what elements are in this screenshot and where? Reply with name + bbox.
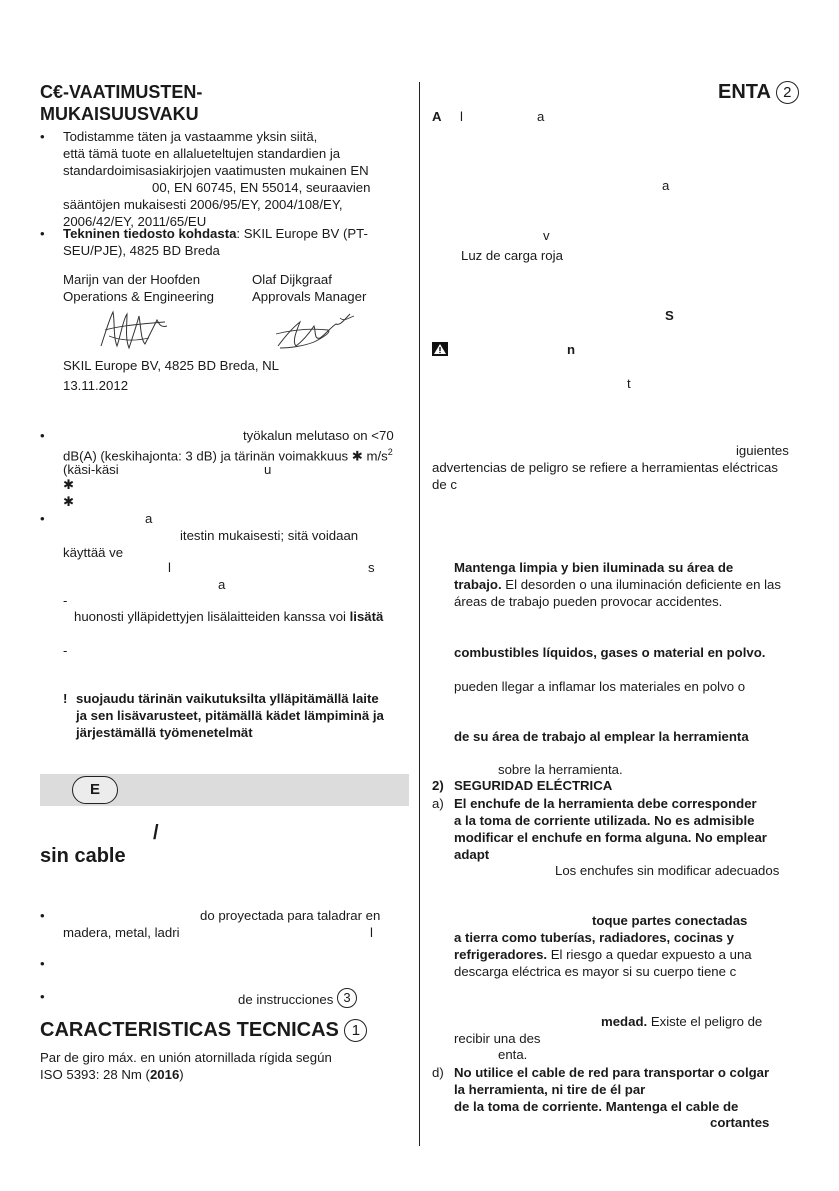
- uso-fragment: l: [370, 925, 373, 940]
- tech-file-line2: SEU/PJE), 4825 BD Breda: [63, 243, 220, 258]
- warning-icon: [432, 342, 448, 356]
- vib-fragment: s: [368, 560, 375, 575]
- vib-advice-line: järjestämällä työmenetelmät: [76, 725, 253, 740]
- vib-fragment: a: [145, 511, 153, 526]
- right-fragment: S: [665, 308, 674, 323]
- electrical-text: Existe el peligro de: [647, 1014, 763, 1029]
- signatory-role-2: Approvals Manager: [252, 289, 367, 304]
- specs-text: ISO 5393: 28 Nm (: [40, 1067, 150, 1082]
- electrical-line: toque partes conectadas: [592, 913, 748, 928]
- right-heading-text: ENTA: [718, 81, 771, 103]
- title-slash: /: [153, 822, 159, 844]
- area-line: pueden llegar a inflamar los materiales en polvo o: [454, 679, 746, 694]
- ce-mark: C€: [40, 82, 64, 102]
- vib-bold: lisätä: [349, 609, 384, 624]
- bullet: •: [40, 511, 45, 526]
- declaration-line: Todistamme täten ja vastaamme yksin siitä,: [63, 129, 318, 144]
- right-heading: [718, 81, 799, 104]
- model-number: 2016: [149, 1067, 180, 1082]
- electrical-line: a tierra como tuberías, radiadores, cocinas y: [454, 930, 734, 945]
- right-fragment: l: [460, 109, 463, 124]
- vib-line: [74, 608, 383, 625]
- right-fragment: n: [567, 342, 576, 357]
- area-line: combustibles líquidos, gases o material en polvo.: [454, 645, 766, 660]
- specs-line: Par de giro máx. en unión atornillada rígida según: [40, 1050, 332, 1065]
- electrical-line: El enchufe de la herramienta debe corresponder: [454, 796, 757, 811]
- electrical-line: [454, 1098, 738, 1115]
- ce-heading-text1: -VAATIMUSTEN-: [63, 82, 203, 102]
- right-fragment: a: [662, 178, 670, 193]
- bullet: •: [40, 428, 45, 443]
- declaration-line: sääntöjen mukaisesti 2006/95/EY, 2004/108/EY,: [63, 197, 343, 212]
- right-fragment: iguientes: [736, 443, 789, 458]
- electrical-line: modificar el enchufe en forma alguna. No emplear: [454, 830, 767, 845]
- signature-2: [270, 308, 358, 354]
- uso-text: de instrucciones: [238, 992, 334, 1007]
- title-sin-cable: sin cable: [40, 845, 126, 867]
- section-number: 2): [432, 778, 444, 793]
- bullet: •: [40, 129, 45, 144]
- tech-file-label: Tekninen tiedosto kohdasta: [63, 226, 237, 241]
- electrical-line: adapt: [454, 847, 490, 862]
- noise-fragment: u: [264, 462, 272, 477]
- declaration-line: 00, EN 60745, EN 55014, seuraavien: [152, 180, 371, 195]
- signatory-name-2: Olaf Dijkgraaf: [252, 272, 332, 287]
- figure-ref-1: 1: [344, 1019, 367, 1042]
- declaration-line: 2006/42/EY, 2011/65/EU: [63, 214, 207, 229]
- vib-fragment: l: [168, 560, 171, 575]
- vib-line: itestin mukaisesti; sitä voidaan: [180, 528, 359, 543]
- signature-1: [95, 306, 175, 354]
- bullet: •: [40, 956, 45, 971]
- bullet: •: [40, 908, 45, 923]
- specs-line: [40, 1066, 184, 1083]
- area-line: Mantenga limpia y bien iluminada su área de: [454, 560, 734, 575]
- electrical-line: [454, 946, 752, 963]
- company-line: SKIL Europe BV, 4825 BD Breda, NL: [63, 358, 280, 373]
- electrical-bold: refrigeradores.: [454, 947, 548, 962]
- specs-heading-text: CARACTERISTICAS TECNICAS: [40, 1019, 339, 1041]
- bullet: •: [40, 989, 45, 1004]
- declaration-line: standardoimisasiakirjojen vaatimusten mukainen EN: [63, 163, 369, 178]
- section-title: SEGURIDAD ELÉCTRICA: [454, 778, 613, 793]
- exclamation-marker: !: [63, 691, 68, 706]
- bullet: •: [40, 226, 45, 241]
- signatory-name-1: Marijn van der Hoofden: [63, 272, 201, 287]
- area-line: sobre la herramienta.: [498, 762, 623, 777]
- area-text: El desorden o una iluminación deficiente en las: [501, 577, 781, 592]
- tech-file-line: [63, 225, 368, 242]
- vib-line: käyttää ve: [63, 545, 124, 560]
- electrical-line: recibir una des: [454, 1031, 541, 1046]
- specs-heading: [40, 1019, 367, 1042]
- item-label: a): [432, 796, 444, 811]
- uso-line: madera, metal, ladri: [63, 925, 180, 940]
- electrical-text: El riesgo a quedar expuesto a una: [547, 947, 752, 962]
- noise-line: työkalun melutaso on <70: [243, 428, 394, 443]
- electrical-line: a la toma de corriente utilizada. No es admisible: [454, 813, 755, 828]
- electrical-bold: de la toma de corriente.: [454, 1099, 603, 1114]
- charge-light-label: Luz de carga roja: [461, 248, 563, 263]
- language-badge: E: [72, 776, 118, 804]
- electrical-line: enta.: [498, 1047, 528, 1062]
- tech-file-value: : SKIL Europe BV (PT-: [236, 226, 368, 241]
- area-bold: trabajo.: [454, 577, 502, 592]
- column-divider: [419, 82, 420, 1146]
- warning-intro-line: de c: [432, 477, 457, 492]
- star-marker: ✱: [63, 494, 75, 509]
- electrical-line: la herramienta, ni tire de él par: [454, 1082, 646, 1097]
- right-fragment: t: [627, 376, 631, 391]
- area-line: [454, 576, 781, 593]
- right-fragment: a: [537, 109, 545, 124]
- declaration-date: 13.11.2012: [63, 378, 129, 393]
- specs-text: ): [179, 1067, 184, 1082]
- right-fragment: v: [543, 228, 550, 243]
- vib-text: huonosti ylläpidettyjen lisälaitteiden kanssa voi: [74, 609, 350, 624]
- electrical-bold: Mantenga el cable de: [602, 1099, 739, 1114]
- superscript: 2: [387, 447, 393, 457]
- warning-intro-line: advertencias de peligro se refiere a herramientas eléctricas: [432, 460, 778, 475]
- vib-fragment: a: [218, 577, 226, 592]
- area-line: de su área de trabajo al emplear la herramienta: [454, 729, 749, 744]
- electrical-line: cortantes: [710, 1115, 770, 1130]
- ce-heading-line1: [40, 82, 202, 102]
- electrical-line: No utilice el cable de red para transportar o colgar: [454, 1065, 770, 1080]
- electrical-line: Los enchufes sin modificar adecuados: [555, 863, 780, 878]
- vib-dash: -: [63, 593, 68, 608]
- noise-line: (käsi-käsi: [63, 462, 119, 477]
- ce-heading-line2: MUKAISUUSVAKU: [40, 104, 199, 124]
- star-marker: ✱: [63, 477, 75, 492]
- uso-line: [238, 988, 357, 1008]
- electrical-line: descarga eléctrica es mayor si su cuerpo tiene c: [454, 964, 737, 979]
- right-fragment: A: [432, 109, 442, 124]
- vib-dash: -: [63, 643, 68, 658]
- item-label: d): [432, 1065, 444, 1080]
- vib-advice-line: suojaudu tärinän vaikutuksilta ylläpitämällä laite: [76, 691, 379, 706]
- figure-ref-3: 3: [337, 988, 357, 1008]
- electrical-line: [601, 1013, 762, 1030]
- area-line: áreas de trabajo pueden provocar accidentes.: [454, 594, 723, 609]
- uso-line: do proyectada para taladrar en: [200, 908, 381, 923]
- figure-ref-2: 2: [776, 81, 799, 104]
- electrical-bold: medad.: [601, 1014, 648, 1029]
- declaration-line: että tämä tuote en allalueteltujen standardien ja: [63, 146, 341, 161]
- noise-text: dB(A) (keskihajonta: 3 dB) ja tärinän voimakkuus ✱ m/s: [63, 448, 388, 464]
- vib-advice-line: ja sen lisävarusteet, pitämällä kädet lämpiminä ja: [76, 708, 384, 723]
- signatory-role-1: Operations & Engineering: [63, 289, 215, 304]
